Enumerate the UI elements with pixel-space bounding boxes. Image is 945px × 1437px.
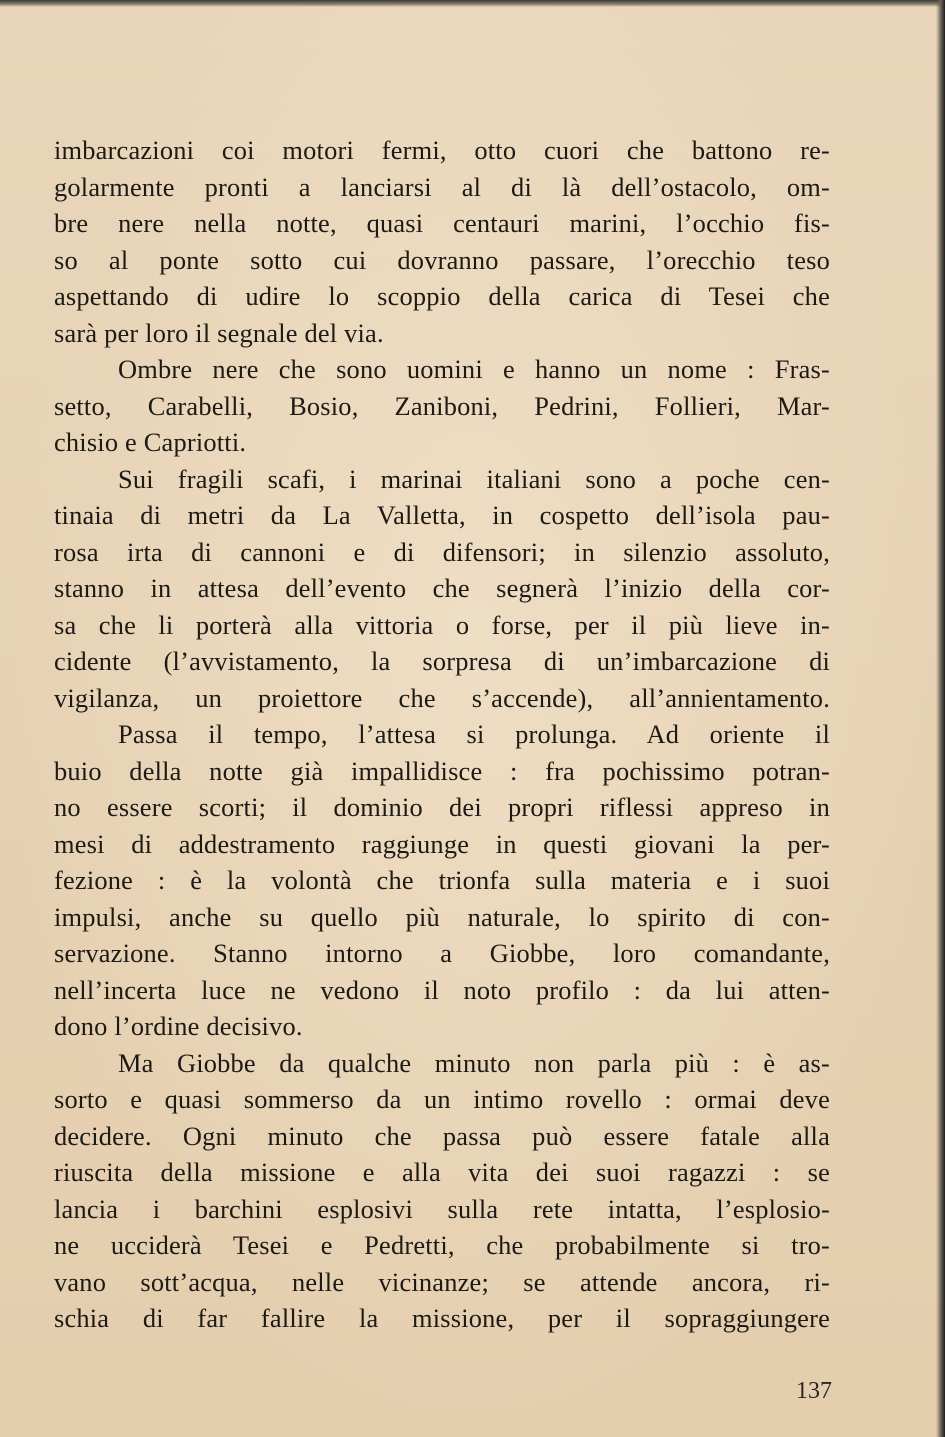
text-line: servazione. Stanno intorno a Giobbe, loro comandante, <box>54 938 830 968</box>
text-line: impulsi, anche su quello più naturale, lo spirito di con- <box>54 901 830 932</box>
text-line: rosa irta di cannoni e di difensori; in silenzio assoluto, <box>54 536 830 567</box>
text-line: vano sott’acqua, nelle vicinanze; se attende ancora, ri- <box>54 1266 830 1297</box>
text-line: imbarcazioni coi motori fermi, otto cuori che battono re- <box>54 135 830 165</box>
page-number: 137 <box>796 1378 832 1404</box>
text-line: mesi di addestramento raggiunge in questi giovani la per- <box>54 828 830 859</box>
body-text <box>54 132 830 1337</box>
text-line: sarà per loro il segnale del via. <box>54 317 384 348</box>
text-line: vigilanza, un proiettore che s’accende), all’annientamento. <box>54 682 830 713</box>
text-line: ne ucciderà Tesei e Pedretti, che probabilmente si tro- <box>54 1230 830 1260</box>
text-line: nell’incerta luce ne vedono il noto profilo : da lui atten- <box>54 974 830 1005</box>
text-line: stanno in attesa dell’evento che segnerà l’inizio della cor- <box>54 573 830 603</box>
text-line: lancia i barchini esplosivi sulla rete intatta, l’esplosio- <box>54 1193 830 1224</box>
text-line: cidente (l’avvistamento, la sorpresa di un’imbarcazione di <box>54 646 830 676</box>
text-line: so al ponte sotto cui dovranno passare, l’orecchio teso <box>54 244 830 275</box>
scan-right-edge <box>936 0 945 1437</box>
text-line: Ombre nere che sono uomini e hanno un nome : Fras- <box>118 354 830 384</box>
text-line: fezione : è la volontà che trionfa sulla materia e i suoi <box>54 865 830 895</box>
text-line: tinaia di metri da La Valletta, in cospetto dell’isola pau- <box>54 500 830 530</box>
text-line: chisio e Capriotti. <box>54 427 247 457</box>
scan-top-edge <box>0 0 945 7</box>
text-line: Passa il tempo, l’attesa si prolunga. Ad oriente il <box>118 719 830 749</box>
text-line: golarmente pronti a lanciarsi al di là dell’ostacolo, om- <box>54 171 830 202</box>
text-line: schia di far fallire la missione, per il sopraggiungere <box>54 1303 830 1333</box>
text-line: setto, Carabelli, Bosio, Zaniboni, Pedrini, Follieri, Mar- <box>54 390 830 421</box>
text-line: no essere scorti; il dominio dei propri riflessi appreso in <box>54 792 830 822</box>
text-line: Sui fragili scafi, i marinai italiani sono a poche cen- <box>118 463 830 494</box>
text-line: Ma Giobbe da qualche minuto non parla più : è as- <box>118 1047 830 1078</box>
text-line: riuscita della missione e alla vita dei suoi ragazzi : se <box>54 1157 830 1187</box>
text-line: buio della notte già impallidisce : fra pochissimo potran- <box>54 755 830 786</box>
text-line: dono l’ordine decisivo. <box>54 1011 303 1041</box>
text-line: sorto e quasi sommerso da un intimo rovello : ormai deve <box>54 1084 830 1114</box>
text-line: decidere. Ogni minuto che passa può essere fatale alla <box>54 1120 830 1151</box>
text-line: sa che li porterà alla vittoria o forse, per il più lieve in- <box>54 609 830 640</box>
text-line: bre nere nella notte, quasi centauri marini, l’occhio fis- <box>54 208 830 238</box>
text-line: aspettando di udire lo scoppio della carica di Tesei che <box>54 281 830 311</box>
